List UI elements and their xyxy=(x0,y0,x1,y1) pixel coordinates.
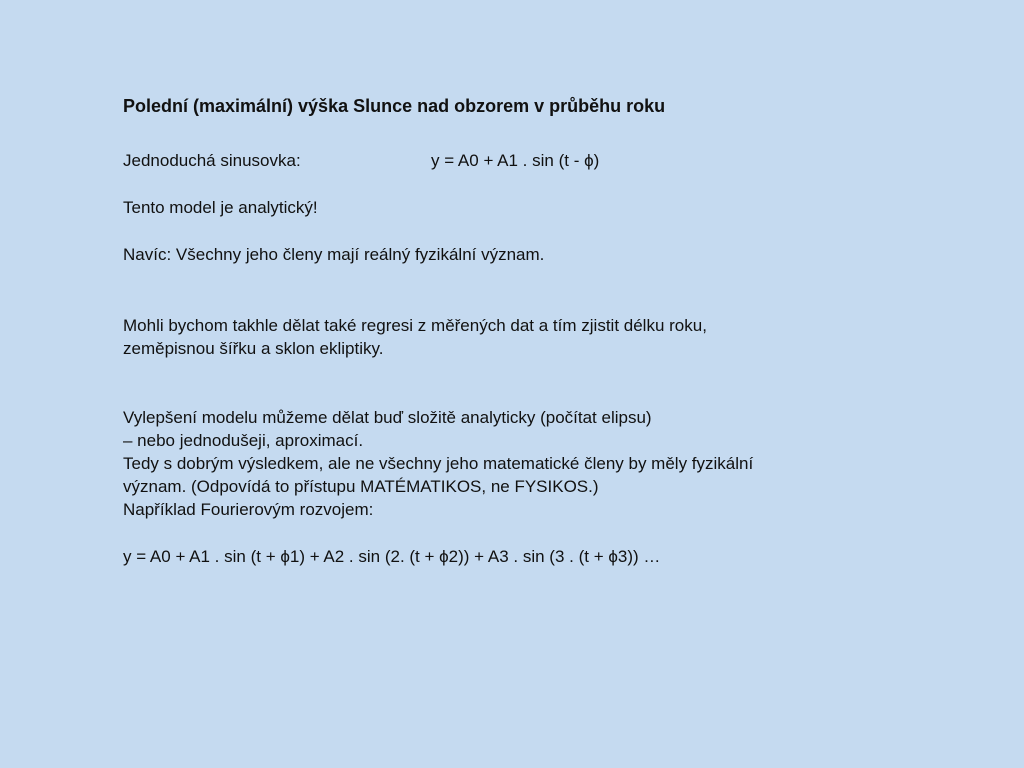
slide-title: Polední (maximální) výška Slunce nad obzorem v průběhu roku xyxy=(123,96,666,116)
improvement-line-4: význam. (Odpovídá to přístupu MATÉMATIKOS, ne FYSIKOS.) xyxy=(123,477,599,496)
simple-model-formula: y = A0 + A1 . sin (t - ϕ) xyxy=(431,151,600,170)
improvement-line-5: Například Fourierovým rozvojem: xyxy=(123,500,374,519)
improvement-line-3: Tedy s dobrým výsledkem, ale ne všechny jeho matematické členy by měly fyzikální xyxy=(123,454,754,473)
improvement-line-1: Vylepšení modelu můžeme dělat buď složitě analyticky (počítat elipsu) xyxy=(123,408,652,427)
fourier-formula: y = A0 + A1 . sin (t + ϕ1) + A2 . sin (2. (t + ϕ2)) + A3 . sin (3 . (t + ϕ3)) … xyxy=(123,547,661,566)
simple-model-row xyxy=(123,149,883,172)
analytic-statement: Tento model je analytický! xyxy=(123,198,318,217)
regression-line-1: Mohli bychom takhle dělat také regresi z měřených dat a tím zjistit délku roku, xyxy=(123,316,707,335)
slide-content xyxy=(123,92,883,568)
regression-line-2: zeměpisnou šířku a sklon ekliptiky. xyxy=(123,339,384,358)
physical-meaning-statement: Navíc: Všechny jeho členy mají reálný fyzikální význam. xyxy=(123,245,545,264)
improvement-line-2: – nebo jednodušeji, aproximací. xyxy=(123,431,364,450)
simple-model-label: Jednoduchá sinusovka: xyxy=(123,151,301,170)
